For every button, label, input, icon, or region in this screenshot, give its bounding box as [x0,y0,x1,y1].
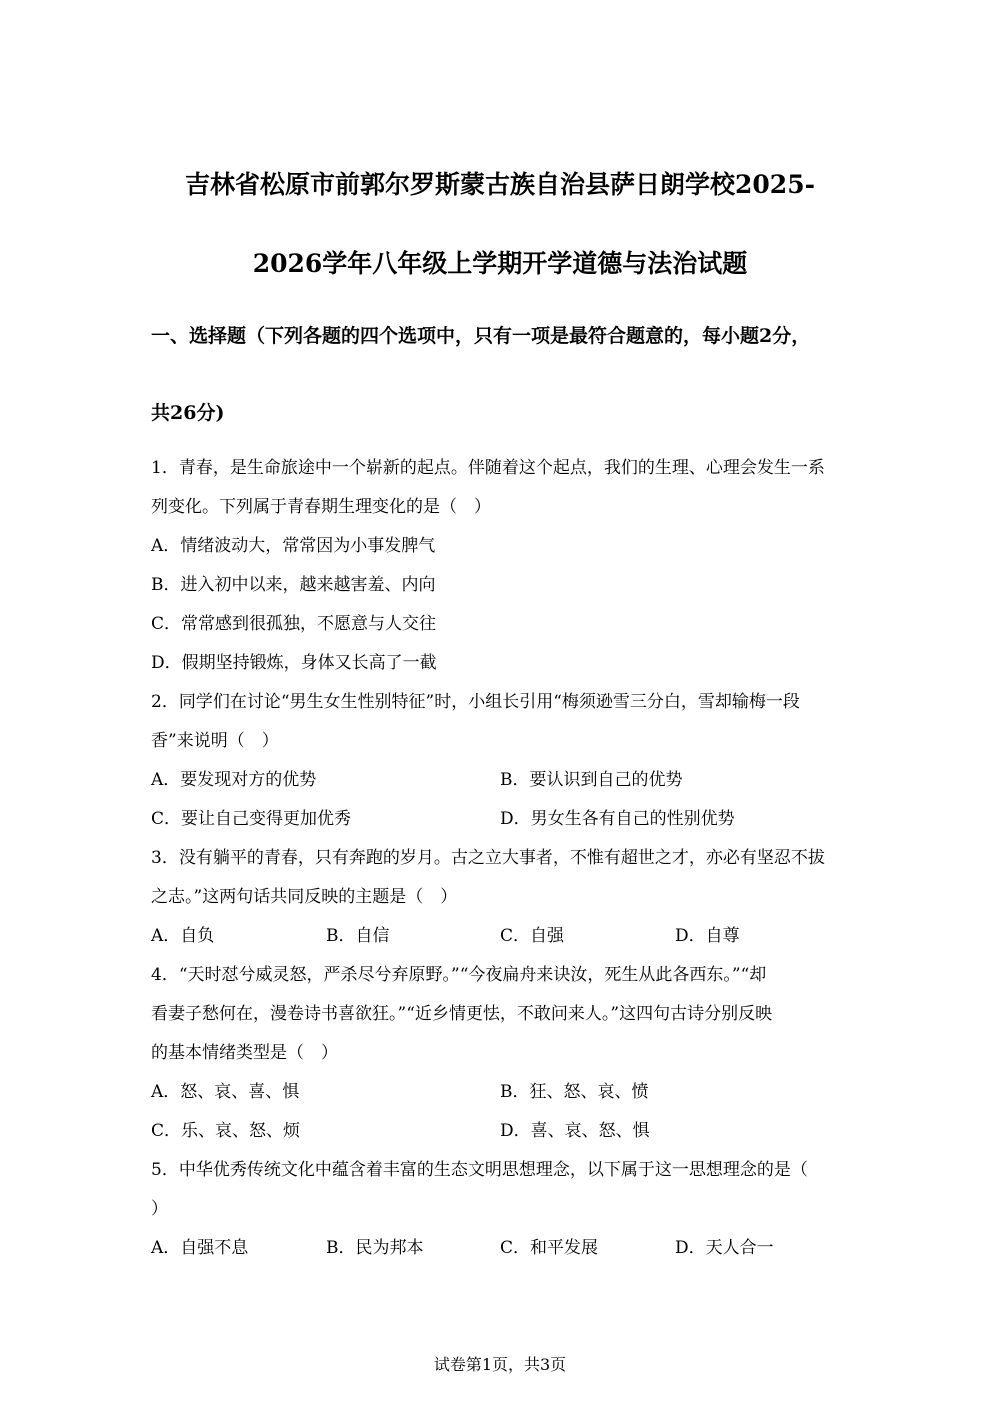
question-3-stem-line-1: 3．没有躺平的青春，只有奔跑的岁月。古之立大事者，不惟有超世之才，亦必有坚忍不拔 [151,848,825,868]
question-3-option-c: C．自强 [500,926,565,946]
question-5-option-d: D．天人合一 [675,1238,774,1258]
page-footer: 试卷第1页，共3页 [433,1355,567,1374]
question-3-option-b: B．自信 [326,926,390,946]
question-3-option-a: A．自负 [151,926,215,946]
question-1-stem-line-2: 列变化。下列属于青春期生理变化的是（ ） [151,497,491,517]
question-4-stem-line-2: 看妻子愁何在，漫卷诗书喜欲狂。”“近乡情更怯，不敢问来人。”这四句古诗分别反映 [151,1004,773,1024]
question-5-stem-line-2: ） [151,1199,168,1219]
question-1-option-d: D．假期坚持锻炼，身体又长高了一截 [151,653,437,673]
question-3-option-d: D．自尊 [675,926,740,946]
question-2-option-d: D．男女生各有自己的性别优势 [500,809,735,829]
question-1-stem-line-1: 1．青春，是生命旅途中一个崭新的起点。伴随着这个起点，我们的生理、心理会发生一系 [151,458,825,478]
section-heading-line-1: 一、选择题（下列各题的四个选项中，只有一项是最符合题意的，每小题2分， [151,325,811,347]
question-5-option-c: C．和平发展 [500,1238,599,1258]
question-5-stem-line-1: 5．中华优秀传统文化中蕴含着丰富的生态文明思想理念，以下属于这一思想理念的是（ [151,1160,808,1180]
question-1-option-a: A．情绪波动大，常常因为小事发脾气 [151,536,436,556]
question-2-option-a: A．要发现对方的优势 [151,770,317,790]
question-2-option-c: C．要让自己变得更加优秀 [151,809,352,829]
section-heading-line-2: 共26分) [151,402,225,424]
question-1-option-b: B．进入初中以来，越来越害羞、内向 [151,575,436,595]
question-4-stem-line-1: 4．“天时怼兮威灵怒，严杀尽兮弃原野。”“今夜扁舟来诀汝，死生从此各西东。”“却 [151,965,767,985]
question-1-option-c: C．常常感到很孤独，不愿意与人交往 [151,614,437,634]
page-title-line-2: 2026学年八年级上学期开学道德与法治试题 [252,249,748,278]
question-2-stem-line-1: 2．同学们在讨论“男生女生性别特征”时，小组长引用“梅须逊雪三分白，雪却输梅一段 [151,692,800,712]
page-title-line-1: 吉林省松原市前郭尔罗斯蒙古族自治县萨日朗学校2025- [185,170,815,199]
question-4-stem-line-3: 的基本情绪类型是（ ） [151,1043,338,1063]
question-2-stem-line-2: 香”来说明（ ） [151,731,279,751]
question-3-stem-line-2: 之志。”这两句话共同反映的主题是（ ） [151,887,458,907]
question-2-option-b: B．要认识到自己的优势 [500,770,683,790]
question-5-option-a: A．自强不息 [151,1238,249,1258]
question-4-option-a: A．怒、哀、喜、惧 [151,1082,300,1102]
question-5-option-b: B．民为邦本 [326,1238,424,1258]
question-4-option-c: C．乐、哀、怒、烦 [151,1121,301,1141]
question-4-option-d: D．喜、哀、怒、惧 [500,1121,650,1141]
question-4-option-b: B．狂、怒、哀、愤 [500,1082,649,1102]
